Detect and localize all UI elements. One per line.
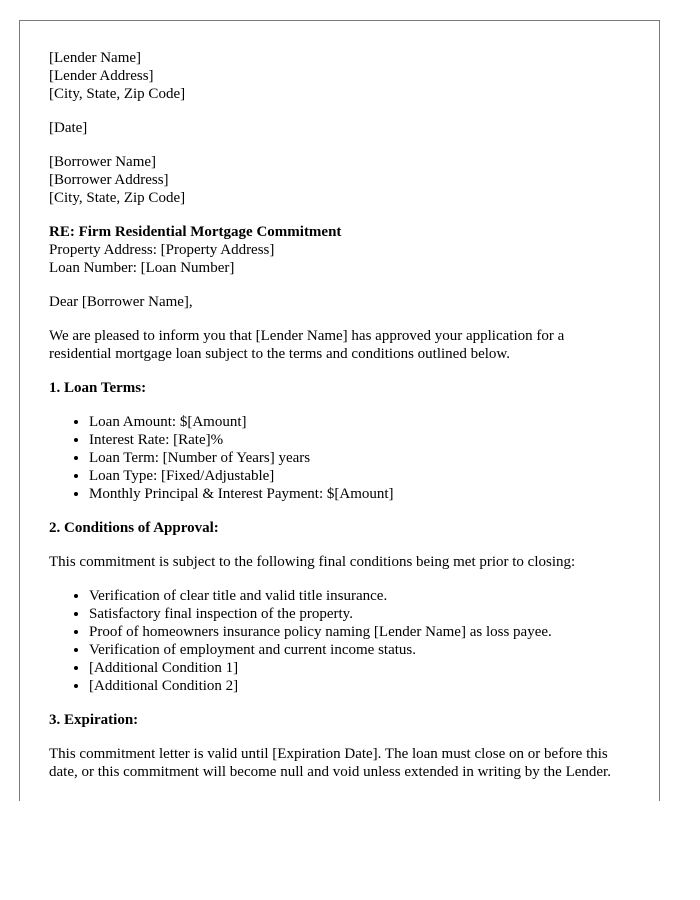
expiration-heading: 3. Expiration: (49, 712, 139, 728)
lender-name: [Lender Name] (49, 50, 142, 66)
re-block (49, 223, 629, 277)
list-item: • Monthly Principal & Interest Payment: $[Amount] (89, 485, 629, 503)
conditions-list (49, 587, 629, 695)
list-item: • [Additional Condition 2] (89, 677, 629, 695)
list-item: • [Additional Condition 1] (89, 659, 629, 677)
list-item: • Loan Amount: $[Amount] (89, 413, 629, 431)
conditions-intro: This commitment is subject to the following final conditions being met prior to closing: (49, 554, 576, 570)
conditions-heading: 2. Conditions of Approval: (49, 520, 219, 536)
salutation: Dear [Borrower Name], (49, 294, 193, 310)
loan-terms-heading: 1. Loan Terms: (49, 380, 147, 396)
list-item: • Verification of clear title and valid title insurance. (89, 587, 629, 605)
list-item: • Proof of homeowners insurance policy naming [Lender Name] as loss payee. (89, 623, 629, 641)
loan-number-line: Loan Number: [Loan Number] (49, 260, 235, 276)
list-item: • Interest Rate: [Rate]% (89, 431, 629, 449)
lender-address-block (49, 49, 629, 103)
borrower-address-block (49, 153, 629, 207)
expiration-paragraph: This commitment letter is valid until [Expiration Date]. The loan must close on or before this date, or this commitment will become null and void unless extended in writing by the Lender. (49, 746, 611, 780)
list-item: • Loan Term: [Number of Years] years (89, 449, 629, 467)
intro-paragraph: We are pleased to inform you that [Lender Name] has approved your application for a residential mortgage loan subject to the terms and conditions outlined below. (49, 328, 565, 362)
date-block (49, 119, 629, 137)
property-address-line: Property Address: [Property Address] (49, 242, 275, 258)
borrower-city-state-zip: [City, State, Zip Code] (49, 190, 186, 206)
list-item: • Satisfactory final inspection of the property. (89, 605, 629, 623)
letter-content (49, 49, 629, 781)
re-subject: RE: Firm Residential Mortgage Commitment (49, 224, 342, 240)
letter-page (19, 20, 660, 801)
borrower-name: [Borrower Name] (49, 154, 157, 170)
list-item: • Verification of employment and current income status. (89, 641, 629, 659)
letter-date: [Date] (49, 120, 88, 136)
borrower-address: [Borrower Address] (49, 172, 169, 188)
lender-city-state-zip: [City, State, Zip Code] (49, 86, 186, 102)
loan-terms-list (49, 413, 629, 503)
lender-address: [Lender Address] (49, 68, 154, 84)
list-item: • Loan Type: [Fixed/Adjustable] (89, 467, 629, 485)
